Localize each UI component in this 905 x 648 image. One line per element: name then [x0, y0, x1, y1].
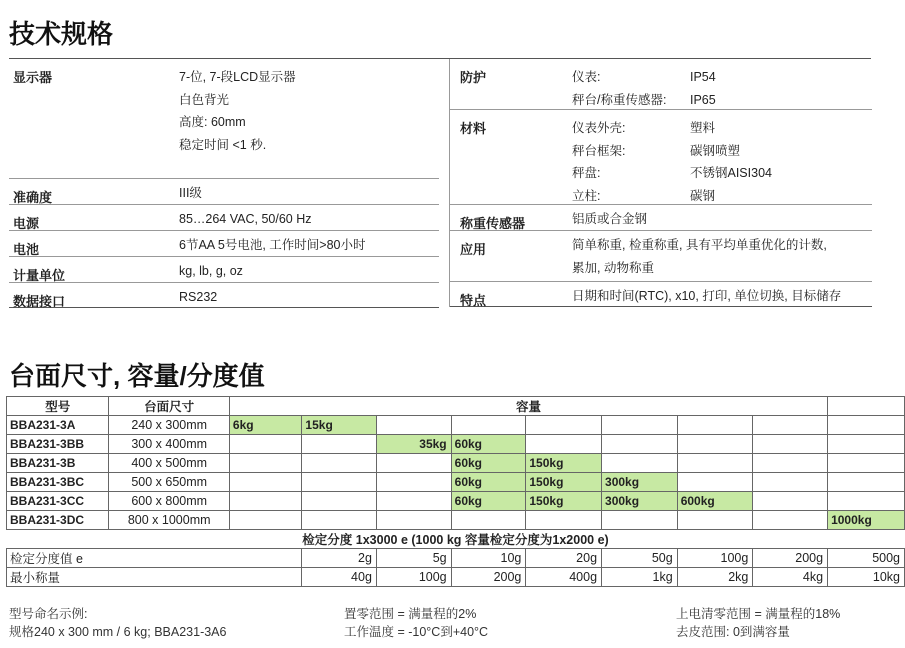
division-note: 检定分度 1x3000 e (1000 kg 容量检定分度为1x2000 e): [302, 533, 609, 547]
capacity-cell: [229, 473, 302, 492]
division-value: 50g: [602, 549, 678, 568]
capacity-cell: 1000kg: [828, 511, 905, 530]
spec-row: [450, 231, 872, 282]
capacity-cell: [677, 454, 753, 473]
capacity-cell: 15kg: [302, 416, 376, 435]
spec-row: [9, 231, 439, 257]
table-row: [7, 454, 905, 473]
model-cell: BBA231-3B: [7, 454, 109, 473]
capacity-cell: [828, 454, 905, 473]
spec-key: 电池: [13, 242, 40, 257]
capacity-cell: [229, 492, 302, 511]
size-cell: 400 x 500mm: [109, 454, 229, 473]
spec-key: 计量单位: [13, 268, 66, 283]
spec-right: [449, 59, 872, 307]
capacity-cell: [302, 511, 376, 530]
footer-zero-range: 置零范围 = 满量程的2% 工作温度 = -10°C到+40°C: [344, 607, 489, 639]
capacity-cell: [302, 435, 376, 454]
capacity-cell: [602, 416, 678, 435]
capacity-cell: [828, 416, 905, 435]
capacity-cell: 60kg: [451, 435, 526, 454]
spec-value: 7-位, 7-段LCD显示器 白色背光 高度: 60mm 稳定时间 <1 秒.: [179, 70, 296, 152]
capacity-cell: [602, 511, 678, 530]
spec-key: 应用: [460, 242, 487, 257]
capacity-cell: [229, 454, 302, 473]
division-value: 10g: [451, 549, 526, 568]
division-value: 200g: [753, 549, 828, 568]
capacity-cell: 6kg: [229, 416, 302, 435]
capacity-cell: [526, 416, 602, 435]
spec-key: 显示器: [13, 70, 53, 85]
capacity-cell: [753, 416, 828, 435]
min-weight-value: 4kg: [753, 568, 828, 587]
model-cell: BBA231-3A: [7, 416, 109, 435]
header-capacity: 容量: [229, 397, 827, 416]
division-row: [7, 549, 905, 568]
capacity-cell: [302, 492, 376, 511]
min-weight-value: 2kg: [677, 568, 753, 587]
capacity-cell: [677, 473, 753, 492]
spec-key: 电源: [13, 216, 40, 231]
capacity-cell: [828, 492, 905, 511]
capacity-cell: 300kg: [602, 492, 678, 511]
spec-label: 仪表外壳: 秤台框架: 秤盘: 立柱:: [572, 121, 626, 203]
table-header-row: [7, 397, 905, 416]
capacity-cell: 35kg: [376, 435, 451, 454]
capacity-cell: [526, 435, 602, 454]
capacity-cell: [677, 416, 753, 435]
min-weight-row: [7, 568, 905, 587]
division-value: 100g: [677, 549, 753, 568]
capacity-cell: [302, 473, 376, 492]
capacity-cell: [376, 492, 451, 511]
spec-row: [450, 59, 872, 110]
spec-value: kg, lb, g, oz: [179, 264, 243, 278]
capacity-cell: [602, 454, 678, 473]
capacity-cell: 150kg: [526, 473, 602, 492]
table-row: [7, 511, 905, 530]
size-cell: 300 x 400mm: [109, 435, 229, 454]
min-weight-value: 400g: [526, 568, 602, 587]
spec-key: 特点: [460, 293, 487, 308]
footer-naming: 型号命名示例: 规格240 x 300 mm / 6 kg; BBA231-3A6: [9, 607, 227, 639]
spec-value: 85…264 VAC, 50/60 Hz: [179, 212, 312, 226]
table-row: [7, 492, 905, 511]
table-row: [7, 435, 905, 454]
capacity-cell: [376, 511, 451, 530]
capacity-table: [6, 396, 905, 587]
min-weight-value: 1kg: [602, 568, 678, 587]
model-cell: BBA231-3BC: [7, 473, 109, 492]
size-title: 台面尺寸, 容量/分度值: [9, 361, 265, 391]
capacity-cell: 600kg: [677, 492, 753, 511]
capacity-cell: [753, 492, 828, 511]
spec-value: IP54 IP65: [690, 70, 716, 107]
min-weight-value: 100g: [376, 568, 451, 587]
capacity-cell: 60kg: [451, 492, 526, 511]
capacity-cell: [753, 511, 828, 530]
spec-row: [9, 59, 439, 179]
spec-row: [9, 257, 439, 283]
division-value: 5g: [376, 549, 451, 568]
model-cell: BBA231-3DC: [7, 511, 109, 530]
spec-key: 防护: [460, 70, 487, 85]
spec-value: III级: [179, 186, 202, 200]
header-model: 型号: [7, 397, 109, 416]
capacity-cell: [376, 454, 451, 473]
note-row: [7, 530, 905, 549]
model-cell: BBA231-3CC: [7, 492, 109, 511]
capacity-cell: [677, 511, 753, 530]
capacity-cell: 150kg: [526, 454, 602, 473]
capacity-cell: [526, 511, 602, 530]
capacity-cell: [753, 454, 828, 473]
spec-row: [450, 110, 872, 205]
size-cell: 600 x 800mm: [109, 492, 229, 511]
spec-value: 塑料 碳钢喷塑 不锈钢AISI304 碳钢: [690, 121, 772, 203]
spec-label: 仪表: 秤台/称重传感器:: [572, 70, 667, 107]
spec-row: [9, 205, 439, 231]
capacity-cell: [451, 416, 526, 435]
division-value: 500g: [828, 549, 905, 568]
min-weight-label: 最小称量: [7, 568, 302, 587]
spec-value: 铝质或合金钢: [572, 212, 648, 226]
division-label: 检定分度值 e: [7, 549, 302, 568]
spec-row: [450, 282, 872, 307]
division-value: 20g: [526, 549, 602, 568]
min-weight-value: 200g: [451, 568, 526, 587]
capacity-cell: [376, 473, 451, 492]
spec-row: [450, 205, 872, 231]
capacity-cell: [753, 473, 828, 492]
capacity-cell: 60kg: [451, 473, 526, 492]
spec-title: 技术规格: [9, 19, 114, 49]
capacity-cell: [451, 511, 526, 530]
capacity-cell: 150kg: [526, 492, 602, 511]
capacity-cell: 60kg: [451, 454, 526, 473]
header-size: 台面尺寸: [109, 397, 229, 416]
spec-row: [9, 283, 439, 308]
spec-value: RS232: [179, 290, 218, 304]
table-row: [7, 416, 905, 435]
capacity-cell: [753, 435, 828, 454]
capacity-cell: [828, 435, 905, 454]
spec-key: 准确度: [13, 190, 53, 205]
size-cell: 500 x 650mm: [109, 473, 229, 492]
capacity-cell: [229, 435, 302, 454]
capacity-cell: [229, 511, 302, 530]
capacity-cell: [677, 435, 753, 454]
capacity-cell: [302, 454, 376, 473]
footer-tare-range: 上电清零范围 = 满量程的18% 去皮范围: 0到满容量: [676, 607, 841, 639]
capacity-cell: [376, 416, 451, 435]
spec-key: 材料: [460, 121, 487, 136]
size-cell: 240 x 300mm: [109, 416, 229, 435]
spec-key: 数据接口: [13, 294, 66, 309]
model-cell: BBA231-3BB: [7, 435, 109, 454]
table-row: [7, 473, 905, 492]
spec-value: 简单称重, 检重称重, 具有平均单重优化的计数, 累加, 动物称重: [572, 238, 827, 275]
capacity-cell: [602, 435, 678, 454]
size-cell: 800 x 1000mm: [109, 511, 229, 530]
min-weight-value: 40g: [302, 568, 376, 587]
spec-key: 称重传感器: [460, 216, 526, 231]
spec-table: [9, 58, 871, 309]
spec-row: [9, 179, 439, 205]
min-weight-value: 10kg: [828, 568, 905, 587]
table-cell: [828, 397, 905, 416]
capacity-cell: [828, 473, 905, 492]
spec-value: 日期和时间(RTC), x10, 打印, 单位切换, 目标储存: [572, 289, 842, 303]
capacity-cell: 300kg: [602, 473, 678, 492]
spec-left: [9, 59, 439, 308]
division-value: 2g: [302, 549, 376, 568]
spec-value: 6节AA 5号电池, 工作时间>80小时: [179, 238, 366, 252]
